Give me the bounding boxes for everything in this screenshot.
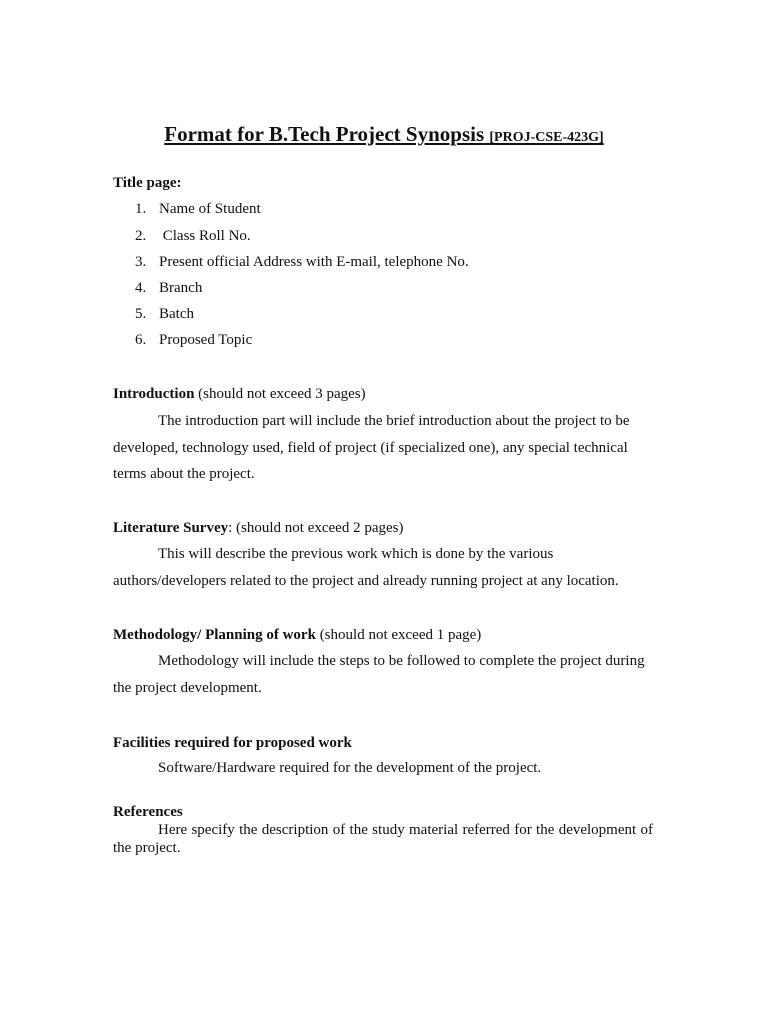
literature-heading [113,520,653,537]
list-item-number: 3. [135,254,147,270]
literature-note: : (should not exceed 2 pages) [228,520,404,536]
references-heading: References [113,804,183,820]
methodology-heading [113,627,653,644]
list-item [135,201,261,218]
list-item [135,254,469,271]
literature-body: This will describe the previous work which is done by the various authors/developers related to the project and already running project at any location. [113,546,619,589]
page-title [0,122,768,147]
list-item-text: Present official Address with E-mail, telephone No. [159,254,469,270]
methodology-title: Methodology/ Planning of work [113,627,316,643]
list-item [135,306,194,323]
list-item-number: 4. [135,280,147,296]
list-item-text: Branch [159,280,203,296]
list-item [135,228,251,245]
title-page-heading: Title page: [113,175,182,191]
list-item-text: Class Roll No. [159,228,251,244]
course-code: [PROJ-CSE-423G] [489,130,604,145]
list-item-text: Proposed Topic [159,332,253,348]
methodology-note: (should not exceed 1 page) [315,627,482,643]
title-main: Format for B.Tech Project Synopsis [164,122,485,146]
list-item-number: 5. [135,306,147,322]
introduction-body: The introduction part will include the brief introduction about the project to be developed, technology used, field of project (if specialized one), any special technical terms about the project. [113,413,630,482]
facilities-body: Software/Hardware required for the development of the project. [158,760,542,776]
introduction-note: (should not exceed 3 pages) [194,386,366,402]
introduction-heading [113,386,653,403]
list-item-number: 2. [135,228,147,244]
methodology-body: Methodology will include the steps to be followed to complete the project during the project development. [113,653,645,696]
list-item-number: 1. [135,201,147,217]
references-body: Here specify the description of the study material referred for the development of the project. [113,822,653,856]
list-item [135,280,202,297]
list-item [135,332,252,349]
literature-title: Literature Survey [113,520,229,536]
list-item-text: Name of Student [159,201,261,217]
list-item-text: Batch [159,306,194,322]
introduction-title: Introduction [113,386,195,402]
facilities-heading: Facilities required for proposed work [113,735,352,751]
list-item-number: 6. [135,332,147,348]
